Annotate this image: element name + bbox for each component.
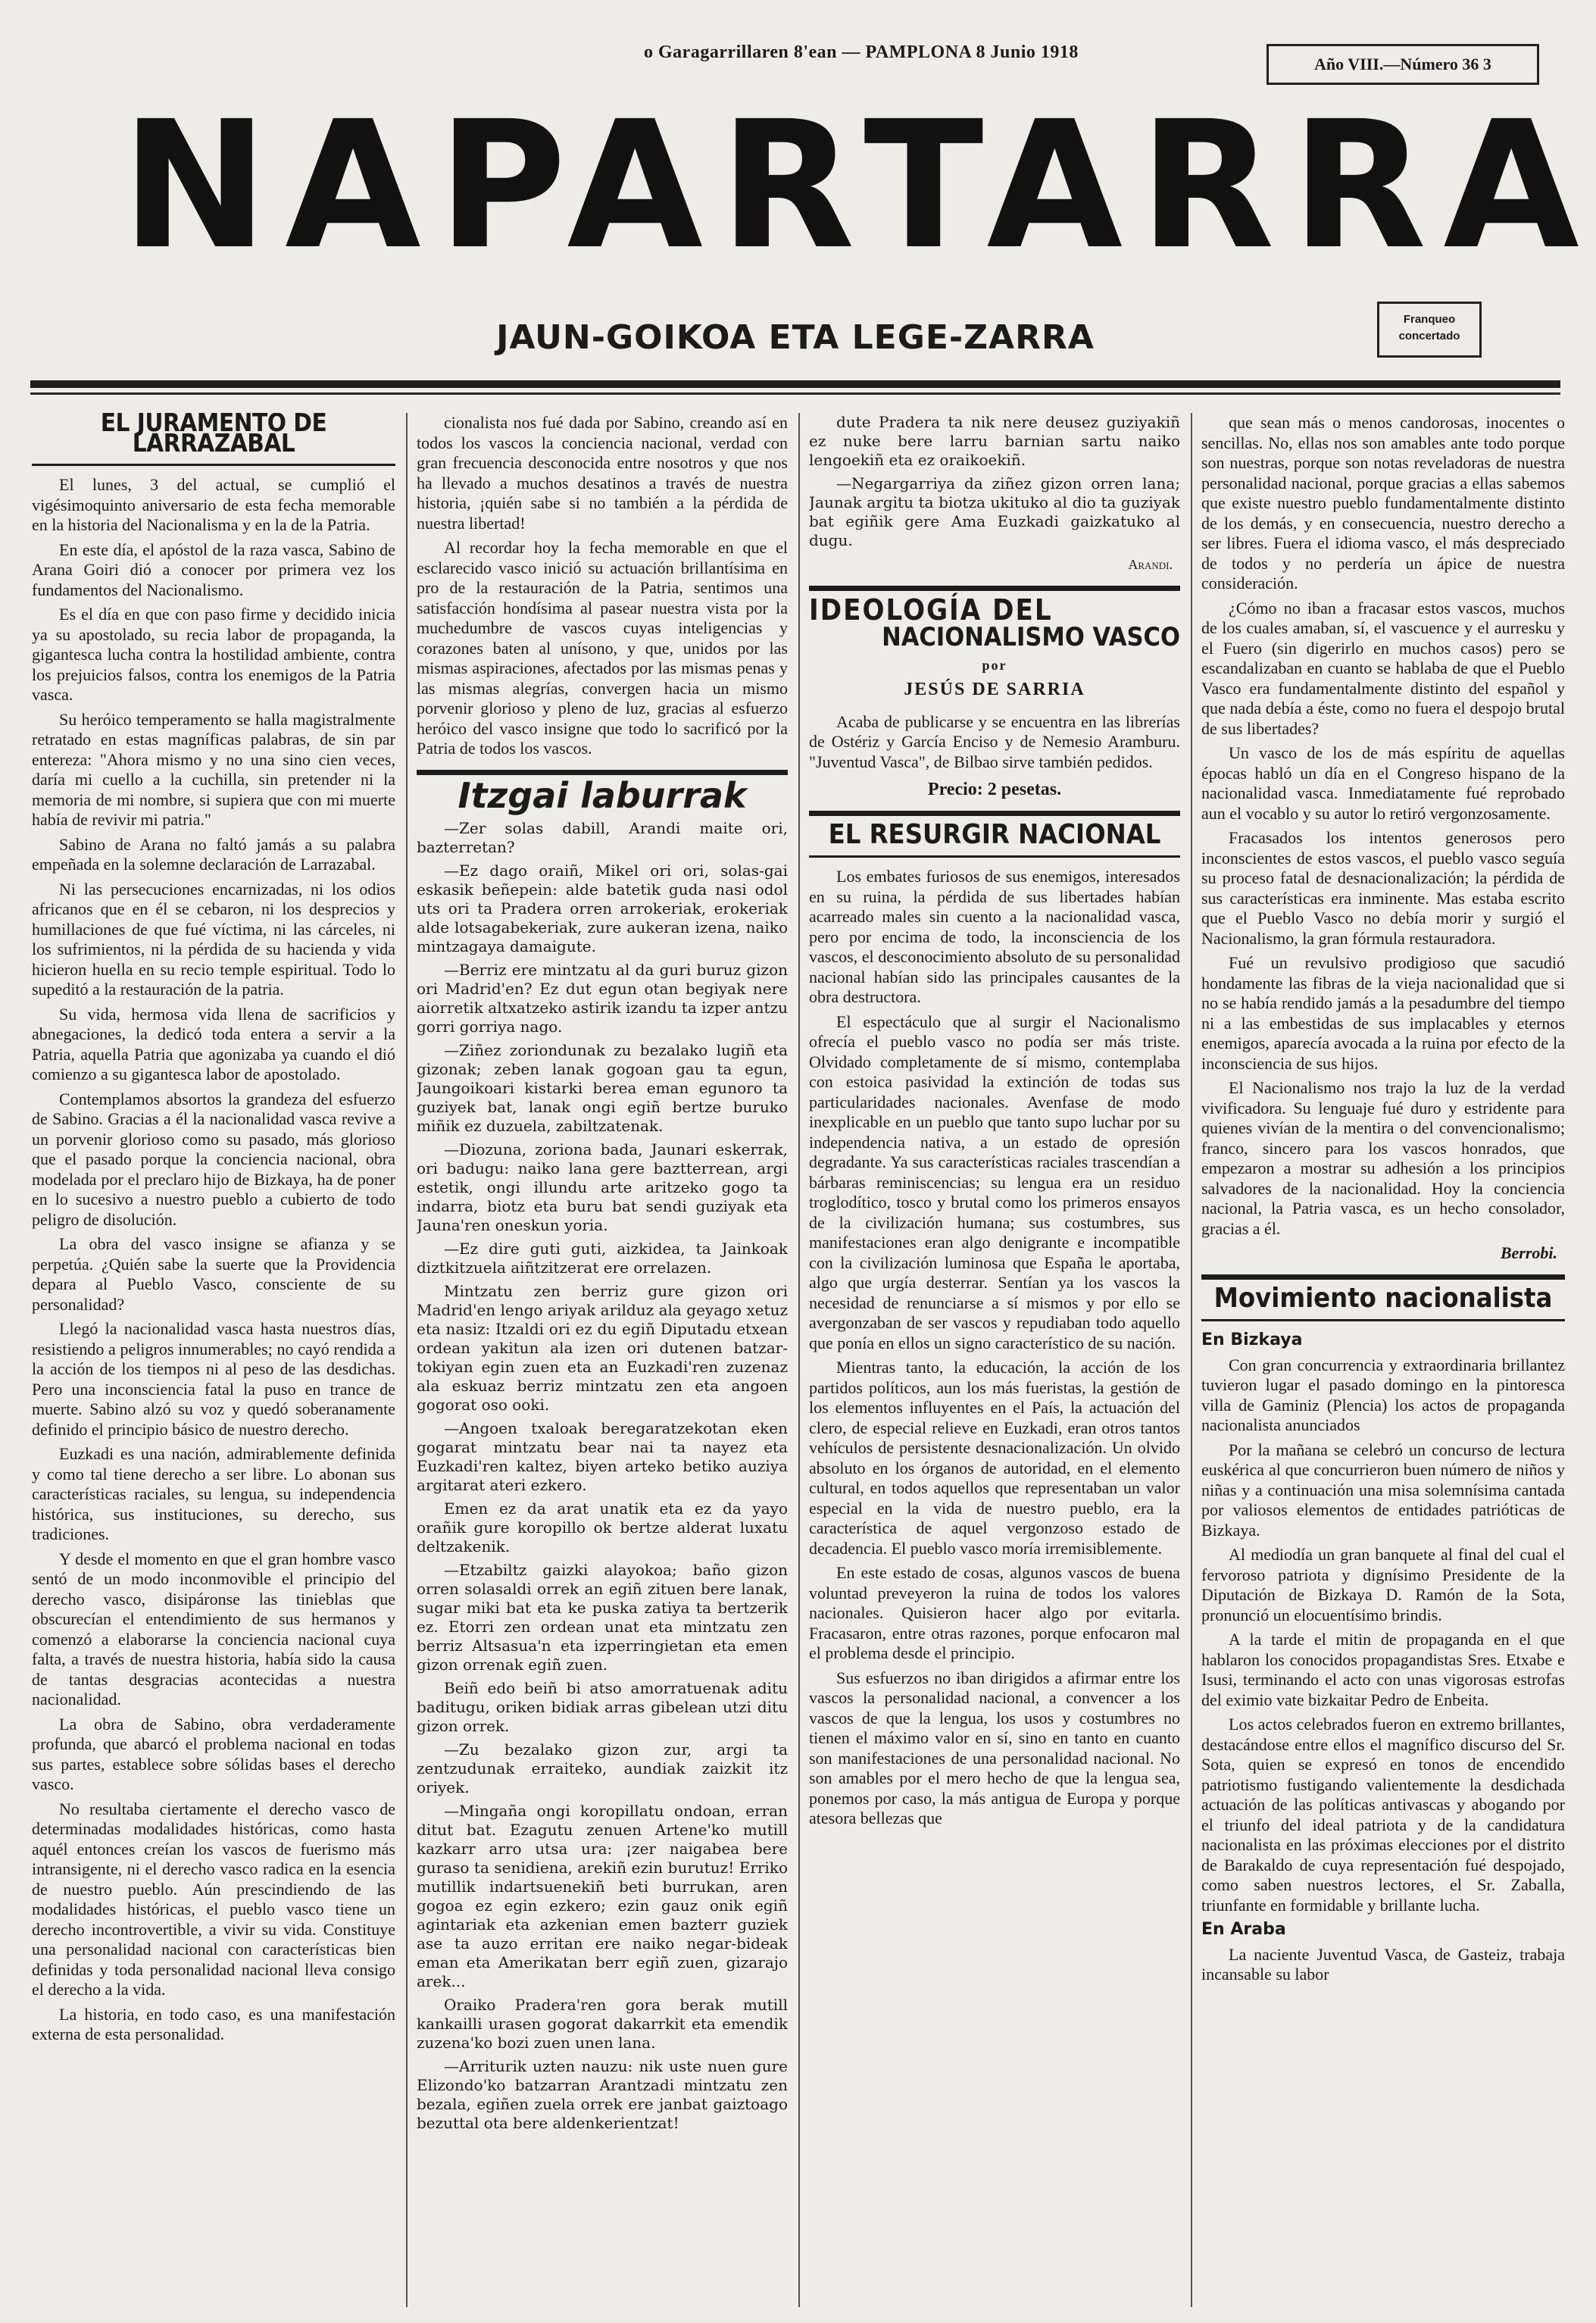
- header-rule-thin: [30, 392, 1560, 395]
- paragraph: —Ez dire guti guti, aizkidea, ta Jainkoak diztkitzuela aiñtzitzerat ere orrelazen.: [417, 1240, 788, 1277]
- paragraph: —Mingaña ongi koropillatu ondoan, erran ditut bat. Ezagutu zenuen Artene'ko mutill kazkarr arro utsa ura: ¡zer naigabea bere guraso ta senidiena, arekiñ ezin burutuz! Erriko mutillik indartsuenekiñ beti burrukan, aren gogoa ez egin ezkero; ezin gauz onik egiñ agintariak eta azkenian emen bazterr guziek ase ta auzo erritan ere naiko negar-bideak eman eta Amerikatan berr egiñ zuen, gizarajo arek...: [417, 1802, 788, 1990]
- motto: JAUN-GOIKOA ETA LEGE-ZARRA: [496, 318, 1095, 357]
- paragraph: A la tarde el mitin de propaganda en el que hablaron los conocidos propagandistas Sres. Etxabe e Isusi, terminando el acto con unas vigorosas estrofas del eximio vate bizkaitar Pedro de Enbeita.: [1201, 1630, 1565, 1709]
- paragraph: —Etzabiltz gaizki alayokoa; baño gizon orren solasaldi orrek an egiñ zituen bere lanak, sugar miki bat eta ke puska zatiya ta bertzerik ez. Etorri zen ordean unat eta mintzatu zen berriz Altsasua'n eta izperringietan eta emen gizon orrenak egiñ zuen.: [417, 1561, 788, 1674]
- paragraph: Mintzatu zen berriz gure gizon ori Madrid'en lengo ariyak arilduz ala geyago xetuz eta nasiz: Itzaldi ori ez du egiñ Diputadu etxean ordean yakitun ala izen ori dutenen batzar-tokiyan egin zuen eta an Euzkadi'ren zuzenaz ala eskuaz berriz mintzatu zen eta angoen gogorat oso ooki.: [417, 1282, 788, 1414]
- article-body-resurgir: [809, 867, 1180, 1829]
- article-body-araba: [1201, 1945, 1565, 1985]
- paragraph: Ni las persecuciones encarnizadas, ni los odios africanos que en él se cebaron, ni los desprecios y humillaciones de que fué víctima, ni las cárceles, ni los sufrimientos, ni la pérdida de su hacienda y vida hicieron huella en su recio temple espiritual. Todo lo supeditó a la restauración de la patria.: [32, 879, 395, 999]
- franqueo-line1: Franqueo: [1403, 313, 1456, 326]
- article-body-juramento-cont: [417, 413, 788, 759]
- paragraph: La naciente Juventud Vasca, de Gasteiz, trabaja incansable su labor: [1201, 1944, 1565, 1984]
- paragraph: Fracasados los intentos generosos pero inconscientes de estos vascos, el pueblo vasco seguía su proceso fatal de desnacionalización; la pérdida de sus características era inminente. Mas estaba escrito que el Pueblo Vasco no debía morir y surgió el Nacionalismo, la gran fórmula restauradora.: [1201, 828, 1565, 948]
- paragraph: La obra del vasco insigne se afianza y se perpetúa. ¿Quién sabe la suerte que la Providencia depara al Pueblo Vasco, consciente de su personalidad?: [32, 1234, 395, 1314]
- paragraph: —Zer solas dabill, Arandi maite ori, bazterretan?: [417, 819, 788, 856]
- paragraph: Al mediodía un gran banquete al final del cual el fervoroso patriota y dignísimo Presidente de la Diputación de Bizkaya D. Ramón de la Sota, pronunció un elocuentísimo brindis.: [1201, 1545, 1565, 1624]
- paragraph: Mientras tanto, la educación, la acción de los partidos políticos, aun los más fueristas, la gestión de los elementos influyentes en el País, la actuación del clero, de especial relieve en Euzkadi, eran otros tantos vehículos de persistente desnacionalización. Un olvido absoluto en los órganos de autoridad, en el elemento cultural, en todos aquellos que representaban un valor especial en la vida de nuestro pueblo, era la característica de aquel vergonzoso estado de decadencia. El pueblo vasco moría irremisiblemente.: [809, 1358, 1180, 1558]
- article-body-itzgai-cont: [809, 413, 1180, 550]
- paragraph: Por la mañana se celebró un concurso de lectura euskérica al que concurrieron buen número de niños y niñas y a continuación una misa solemnísima cantada por valiosos elementos de entidades patrióticas de Bizkaya.: [1201, 1440, 1565, 1540]
- paragraph: —Diozuna, zoriona bada, Jaunari eskerrak, ori badugu: naiko lana gere baztterrean, argi estetik, ongi illundu arte aritzeko gogo ta indarra, biotz eta buru bat sendi guziyak eta Jauna'ren oneskun yoria.: [417, 1140, 788, 1234]
- paragraph: Sabino de Arana no faltó jamás a su palabra empeñada en la solemne declaración de Larrazabal.: [32, 834, 395, 874]
- paragraph: Su heróico temperamento se halla magistralmente retratado en estas magníficas palabras, de sin par entereza: "Ahora mismo y no una sino cien veces, daría mi cuello a la cuchilla, sin pretender ni la memoria de mi nombre, si supiera que con mi muerte había de revivir mi patria.": [32, 709, 395, 829]
- paragraph: Y desde el momento en que el gran hombre vasco sentó de un modo inconmovible el principio del derecho vasco, disipáronse las tinieblas que obscurecían el entendimiento de sus hermanos y comenzó a elaborarse la conciencia nacional cuya falta, a través de nuestra historia, había sido la causa de tantas desgracias acontecidas a nuestra nacionalidad.: [32, 1549, 395, 1709]
- subheading-bizkaya: En Bizkaya: [1201, 1330, 1303, 1349]
- paragraph: Es el día en que con paso firme y decidido inicia ya su apostolado, su recia labor de propaganda, la gigantesca lucha contra la hostilidad ambiente, contra los prejuicios falsos, contra los enemigos de la Patria vasca.: [32, 605, 395, 704]
- ad-author: JESÚS DE SARRIA: [904, 680, 1085, 699]
- article-body-itzgai: [417, 819, 788, 2133]
- ad-price: Precio: 2 pesetas.: [927, 780, 1062, 799]
- article-heading-movimiento: Movimiento nacionalista: [1213, 1282, 1553, 1314]
- paragraph: Fué un revulsivo prodigioso que sacudió hondamente las fibras de la vieja nacionalidad que si no se había rendido jamás a la pesadumbre del tiempo ni a las embestidas de sus implacables y eternos enemigos, aparecía avocada a la ruina por efecto de la inconsciencia de sus hijos.: [1201, 953, 1565, 1073]
- article-heading-itzgai: Itzgai laburrak: [458, 774, 747, 816]
- paragraph: Al recordar hoy la fecha memorable en que el esclarecido vasco inició su actuación brillantísima en pro de la restauración de la Patria, sentimos una satisfacción hondísima al pasear nuestra vista por la muchedumbre de vascos cuyas inteligencias y corazones baten al unísono, y que, unidos por las mismas aspiraciones, afectados por las mismas penas y las mismas alegrías, convergen hacia un mismo porvenir glorioso y pleno de luz, gracias al esfuerzo heróico del vasco insigne que todo lo sacrificó por la Patria de todos los vascos.: [417, 538, 788, 758]
- paragraph: Los actos celebrados fueron en extremo brillantes, destacándose entre ellos el magnífico discurso del Sr. Sota, quien se expresó en tonos de encendido patriotismo fustigando valientemente la desdichada actuación de las políticas antivascas y abogando por el triunfo del ideal patriota y de la candidatura nacionalista en las próximas elecciones por el distrito de Barakaldo de cuya representación fué despojado, como saben nuestros lectores, el Sr. Zaballa, triunfante en formidable y brillante lucha.: [1201, 1715, 1565, 1915]
- article-heading-juramento: EL JURAMENTO DE LARRAZABAL: [100, 413, 327, 458]
- column-3: [809, 413, 1180, 2307]
- column-divider: [798, 413, 800, 2307]
- column-2: [417, 413, 788, 2307]
- heading-rule: [32, 464, 395, 466]
- paragraph: El Nacionalismo nos trajo la luz de la verdad vivificadora. Su lenguaje fué duro y estridente para quienes vivían de la mentira o del convencionalismo; franco, sincero para los vascos honrados, que empezaron a mostrar su adhesión a los principios salvadores de la nacionalidad. Hoy la conciencia nacional, la Patria vasca, es un hecho consolador, gracias a él.: [1201, 1078, 1565, 1238]
- paragraph: Su vida, hermosa vida llena de sacrificios y abnegaciones, la dedicó toda entera a servir a la Patria, aquella Patria que agonizaba ya cuando el dió comienzo a su gigantesca labor de apostolado.: [32, 1004, 395, 1083]
- paragraph: —Ez dago oraiñ, Mikel ori ori, solas-gai eskasik beñepein: alde batetik guda nasi odol uts ori ta Pradera orren arrokeriak, erokeriak alde lotsagabekeriak, zure aukeran izena, naiko mintzagaya damaigute.: [417, 861, 788, 955]
- paragraph: La obra de Sabino, obra verdaderamente profunda, que abarcó el problema nacional en todas sus partes, establece sobre sólidas bases el derecho vasco.: [32, 1714, 395, 1793]
- paragraph: —Negargarriya da ziñez gizon orren lana; Jaunak argitu ta biotza ukituko al dio ta guziyak bat egiñik gere Ama Euzkadi gaizkatuko al dugu.: [809, 474, 1180, 549]
- paragraph: Oraiko Pradera'ren gora berak mutill kankailli urasen gogorat dakarrkit eta emendik zuzena'ko bozi zuen unen lana.: [417, 1996, 788, 2052]
- article-heading-resurgir: EL RESURGIR NACIONAL: [828, 818, 1161, 850]
- paragraph: Llegó la nacionalidad vasca hasta nuestros días, resistiendo a peligros innumerables; no cayó rendida a la acción de los tiempos ni al peso de las desdichas. Pero una inconsciencia fatal la puso en trance de muerte. Sabino alzó su voz y quedó soberanamente definido el principio básico de nuestro derecho.: [32, 1319, 395, 1439]
- ad-heading-ideologia-1: IDEOLOGÍA DEL: [809, 592, 1053, 627]
- paragraph: La historia, en todo caso, es una manifestación externa de esta personalidad.: [32, 2004, 395, 2043]
- franqueo-stamp: [1377, 302, 1482, 358]
- ad-text: Acaba de publicarse y se encuentra en las librerías de Ostériz y García Enciso y de Nemesio Aramburu. "Juventud Vasca", de Bilbao sirve también pedidos.: [809, 711, 1180, 771]
- header-rule: [30, 380, 1560, 388]
- paragraph: —Zu bezalako gizon zur, argi ta zentzudunak erraiteko, aundiak zaizkit itz oriyek.: [417, 1740, 788, 1796]
- signature-arandi: Arandi.: [1128, 557, 1173, 572]
- section-rule: [417, 770, 788, 775]
- paragraph: Sus esfuerzos no iban dirigidos a afirmar entre los vascos la personalidad nacional, a convencer a los vascos de que la lengua, los usos y costumbres no tienen el máximo valor en sí, sino en tanto en cuanto son manifestaciones de una personalidad nacional. No son amables por el mero hecho de que la lengua sea, ponemos por caso, la más antigua de Europa y porque atesora bellezas que: [809, 1668, 1180, 1827]
- ad-heading-ideologia-2: NACIONALISMO VASCO: [882, 622, 1180, 652]
- paragraph: Con gran concurrencia y extraordinaria brillantez tuvieron lugar el pasado domingo en la pintoresca villa de Gaminiz (Plencia) los actos de propaganda nacionalista anunciados: [1201, 1355, 1565, 1434]
- newspaper-title: NAPARTARRA: [121, 83, 1596, 288]
- paragraph: En este día, el apóstol de la raza vasca, Sabino de Arana Goiri dió a conocer por primera vez los fundamentos del Nacionalismo.: [32, 539, 395, 599]
- paragraph: —Arriturik uzten nauzu: nik uste nuen gure Elizondo'ko batzarran Arantzadi mintzatu zen bezala, egiñen zuela orrek ere janbat gaiztoago bezuttal ota bere aldenkerientzat!: [417, 2057, 788, 2132]
- paragraph: ¿Cómo no iban a fracasar estos vascos, muchos de los cuales amaban, sí, el vascuence y el aurresku y el Fuero (sin digerirlo en muchos casos) pero se escandalizaban en cuanto se hablaba de que el Pueblo Vasco era fundamentalmente distinto del español y que nada debía a éste, como no fuera el despojo brutal de sus libertades?: [1201, 598, 1565, 738]
- paragraph: que sean más o menos candorosas, inocentes o sencillas. No, ellas nos son amables ante todo porque son nuestras, porque son notas reveladoras de nuestra personalidad nacional, porque gracias a ellas sabemos que existe nuestro pueblo fundamentalmente distinto de los demás, y en consecuencia, nuestro derecho a ser libres. Fuera el idioma vasco, el más despreciado de todos y no perdería un ápice de nuestra consideración.: [1201, 413, 1565, 592]
- column-divider: [406, 413, 408, 2307]
- heading-rule: [809, 855, 1180, 858]
- paragraph: —Angoen txaloak beregaratzekotan eken gogarat mintzatu bear nai ta nayez eta Euzkadi'ren kaltez, biyen arteko betiko auziya argitarat ateri ezkero.: [417, 1419, 788, 1494]
- dateline: o Garagarrillaren 8'ean — PAMPLONA 8 Junio 1918: [644, 42, 1079, 62]
- paragraph: Los embates furiosos de sus enemigos, interesados en su ruina, la pérdida de sus libertades habían acarreado males sin cuento a la nacionalidad vasca, pero por encima de todo, la inconsciencia de los vascos, el desconocimiento absoluto de su personalidad nacional habían sido las principales causantes de la obra destructora.: [809, 867, 1180, 1006]
- paragraph: No resultaba ciertamente el derecho vasco de determinadas modalidades históricas, como hasta aquél entonces creían los vascos de fuerismo más intransigente, ni el derecho vasco radica en la esencia de nuestro pueblo. Aún prescindiendo de las modalidades históricas, el pueblo vasco tiene un derecho incontrovertible, a vivir su vida. Constituye una personalidad nacional con características bien definidas y toda personalidad nacional lleva consigo el derecho a la vida.: [32, 1799, 395, 1999]
- section-rule: [809, 811, 1180, 816]
- franqueo-line2: concertado: [1398, 330, 1460, 342]
- column-divider: [1191, 413, 1192, 2307]
- paragraph: Contemplamos absortos la grandeza del esfuerzo de Sabino. Gracias a él la nacionalidad vasca revive a un porvenir glorioso como su pasado, más glorioso que el pasado porque la conciencia nacional, obra modelada por el preclaro hijo de Bizkaya, ha de poner en lo sucesivo a nuestro pueblo a cubierto de todo peligro de disolución.: [32, 1089, 395, 1229]
- paragraph: —Ziñez zoriondunak zu bezalako lugiñ eta gizonak; zeben lanak gogoan gau ta egun, Jaungoikoari kistarki berea eman egunoro ta guziyek bat, lanak ongi egiñ bertze buruko miñik ez duzuela, zabiltzatenak.: [417, 1041, 788, 1135]
- column-1: [32, 413, 395, 2307]
- article-body-juramento: [32, 475, 395, 2045]
- section-rule: [809, 586, 1180, 591]
- section-rule: [1201, 1274, 1565, 1280]
- subheading-araba: En Araba: [1201, 1920, 1286, 1939]
- paragraph: cionalista nos fué dada por Sabino, creando así en todos los vascos la conciencia nacional, verdad con gran frecuencia desconocida entre nosotros y que nos ha llevado a muchos desatinos a través de nuestra historia, ¡quién sabe si no también a la pérdida de nuestra libertad!: [417, 413, 788, 533]
- paragraph: El espectáculo que al surgir el Nacionalismo ofrecía el pueblo vasco no podía ser más triste. Olvidado completamente de sí mismo, contemplaba con estoica pasividad la extinción de todas sus particularidades nacionales. Avenfase de modo inexplicable en un pueblo que tanto supo luchar por su independencia nativa, a un estado de opresión degradante. Ya sus características raciales trascendían a bárbaras reminiscencias; su lengua era un residuo troglodítico, tosco y brutal como los primeros ensayos de la civilización humana; sus costumbres, sus manifestaciones eran algo denigrante e incompatible con la civilización luminosa que España le aportaba, algo que urgía desterrar. Sentían ya los vascos la necesidad de renunciarse a sí mismos y por ello se avergonzaban de ser vascos y repudiaban todo aquello que ponía en ellos un signo característico de su nación.: [809, 1011, 1180, 1352]
- paragraph: —Berriz ere mintzatu al da guri buruz gizon ori Madrid'en? Ez dut egun otan begiyak nere aiorretik altxatzeko astirik izandu ta izper antzu gorri gorriya nago.: [417, 961, 788, 1036]
- article-body-movimiento: [1201, 1355, 1565, 1916]
- ad-por: por: [982, 657, 1007, 673]
- paragraph: dute Pradera ta nik nere deusez guziyakiñ ez nuke bere larru barnian sartu naiko lengoekiñ eta ez oraikoekiñ.: [809, 413, 1180, 469]
- paragraph: Beiñ edo beiñ bi atso amorratuenak aditu baditugu, oriken bidiak arras gibelean utzi ditu gizon orrek.: [417, 1679, 788, 1735]
- paragraph: Euzkadi es una nación, admirablemente definida y como tal tiene derecho a ser libre. Lo abonan sus características raciales, su lengua, su independencia histórica, sus instituciones, su derecho, sus tradiciones.: [32, 1444, 395, 1543]
- column-4: [1201, 413, 1565, 2307]
- paragraph: El lunes, 3 del actual, se cumplió el vigésimoquinto aniversario de esta fecha memorable en la historia del Nacionalisma y en la de la Patria.: [32, 475, 395, 534]
- issue-number-box: Año VIII.—Número 36 3: [1266, 44, 1539, 85]
- article-body-resurgir-cont: [1201, 413, 1565, 1239]
- signature-berrobi: Berrobi.: [1500, 1243, 1557, 1262]
- paragraph: Un vasco de los de más espíritu de aquellas épocas habló un día en el Congreso hispano de la nacionalidad vasca. Inmediatamente fué reprobado aun el vocablo y su autor lo retiró vergonzosamente.: [1201, 743, 1565, 823]
- paragraph: En este estado de cosas, algunos vascos de buena voluntad preveyeron la ruina de todos los valores nacionales. Quisieron hacer algo por evitarla. Fracasaron, entre otras razones, porque enfocaron mal el problema desde el principio.: [809, 1563, 1180, 1662]
- heading-rule: [1201, 1319, 1565, 1321]
- paragraph: Emen ez da arat unatik eta ez da yayo orañik gure koropillo ok bertze alderat luxatu deltzakenik.: [417, 1499, 788, 1555]
